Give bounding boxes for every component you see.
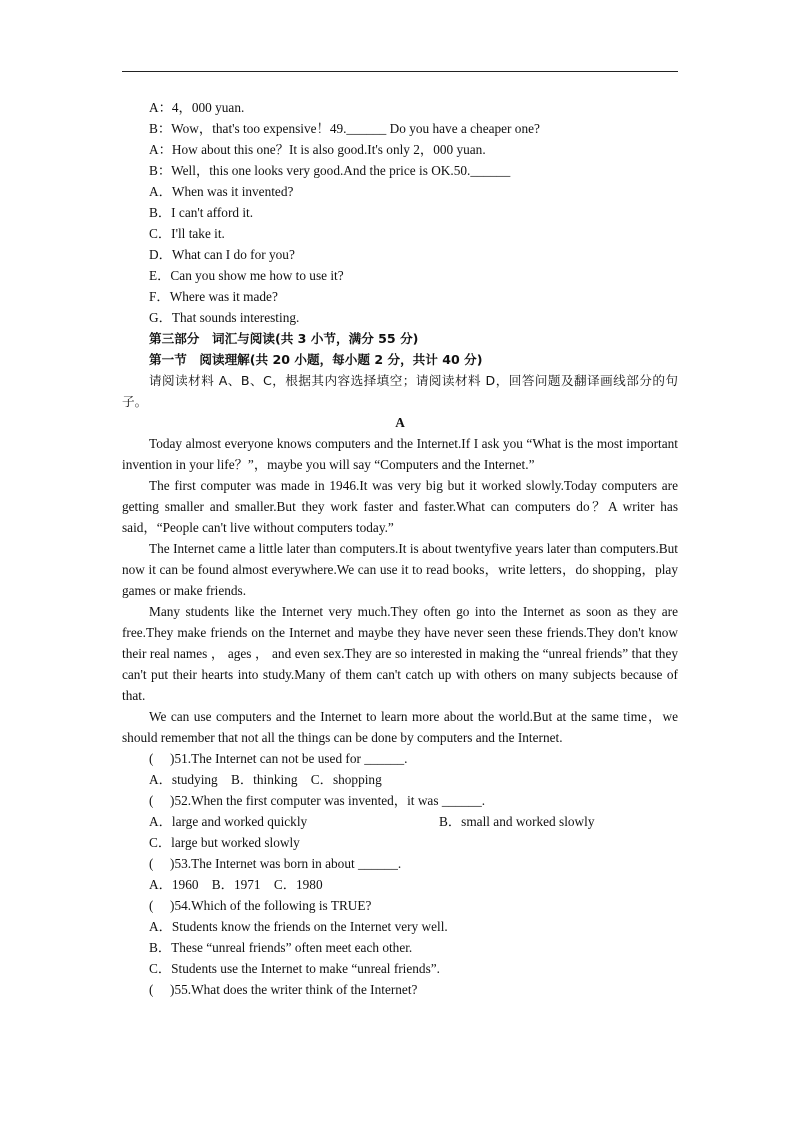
part-heading: 第三部分 词汇与阅读(共 3 小节，满分 55 分)	[149, 331, 419, 346]
question-52-option-a: A．large and worked quickly	[149, 814, 308, 829]
question-54-option-a: A．Students know the friends on the Internet very well.	[149, 919, 448, 934]
section-heading: 第一节 阅读理解(共 20 小题，每小题 2 分，共计 40 分)	[149, 352, 483, 367]
question-55: ( )55.What does the writer think of the Internet?	[149, 982, 418, 997]
question-54-option-b: B．These “unreal friends” often meet each other.	[149, 940, 413, 955]
passage-paragraph: Today almost everyone knows computers and the Internet.If I ask you “What is the most important invention in your life？”，maybe you will say “Computers and the Internet.”	[122, 436, 678, 472]
header-rule	[122, 71, 678, 72]
question-51-options: A．studying B．thinking C．shopping	[149, 772, 382, 787]
question-53-options: A．1960 B．1971 C．1980	[149, 877, 323, 892]
question-53: ( )53.The Internet was born in about ______.	[149, 856, 402, 871]
question-52-options-row	[122, 811, 678, 832]
passage-paragraph: The Internet came a little later than computers.It is about twentyfive years later than computers.But now it can be found almost everywhere.We can use it to read books，write letters，do shopping，play games or make friends.	[122, 541, 678, 598]
dialogue-line: B：Wow，that's too expensive！49.______ Do you have a cheaper one?	[149, 121, 540, 136]
passage-title: A	[395, 415, 405, 430]
page-content	[122, 97, 678, 1000]
question-54-option-c: C．Students use the Internet to make “unreal friends”.	[149, 961, 440, 976]
dialogue-option: F．Where was it made?	[149, 289, 278, 304]
question-52: ( )52.When the first computer was invented，it was ______.	[149, 793, 486, 808]
dialogue-line: A：4，000 yuan.	[149, 100, 245, 115]
question-52-option-c: C．large but worked slowly	[149, 835, 300, 850]
dialogue-option: D．What can I do for you?	[149, 247, 295, 262]
question-51: ( )51.The Internet can not be used for ______.	[149, 751, 408, 766]
passage-paragraph: We can use computers and the Internet to learn more about the world.But at the same time，we should remember that not all the things can be done by computers and the Internet.	[122, 709, 678, 745]
dialogue-line: A：How about this one？It is also good.It's only 2，000 yuan.	[149, 142, 486, 157]
dialogue-option: A．When was it invented?	[149, 184, 294, 199]
question-52-option-b: B．small and worked slowly	[439, 814, 595, 829]
dialogue-option: C．I'll take it.	[149, 226, 225, 241]
question-54: ( )54.Which of the following is TRUE?	[149, 898, 372, 913]
dialogue-line: B：Well，this one looks very good.And the price is OK.50.______	[149, 163, 511, 178]
dialogue-option: G．That sounds interesting.	[149, 310, 300, 325]
passage-paragraph: The first computer was made in 1946.It was very big but it worked slowly.Today computers are getting smaller and smaller.But they work faster and faster.What can computers do？A writer has said，“People can't live without computers today.”	[122, 478, 678, 535]
passage-paragraph: Many students like the Internet very much.They often go into the Internet as soon as they are free.They make friends on the Internet and maybe they have never seen these friends.They don't know their real names ， ages ， and even sex.They are so interested in making the “unreal friends” that they can't put their hearts into study.Many of them can't catch up with others on many subjects because of that.	[122, 604, 678, 703]
dialogue-option: B．I can't afford it.	[149, 205, 254, 220]
instruction: 请阅读材料 A、B、C，根据其内容选择填空；请阅读材料 D，回答问题及翻译画线部分的句子。	[122, 373, 678, 409]
dialogue-option: E．Can you show me how to use it?	[149, 268, 344, 283]
